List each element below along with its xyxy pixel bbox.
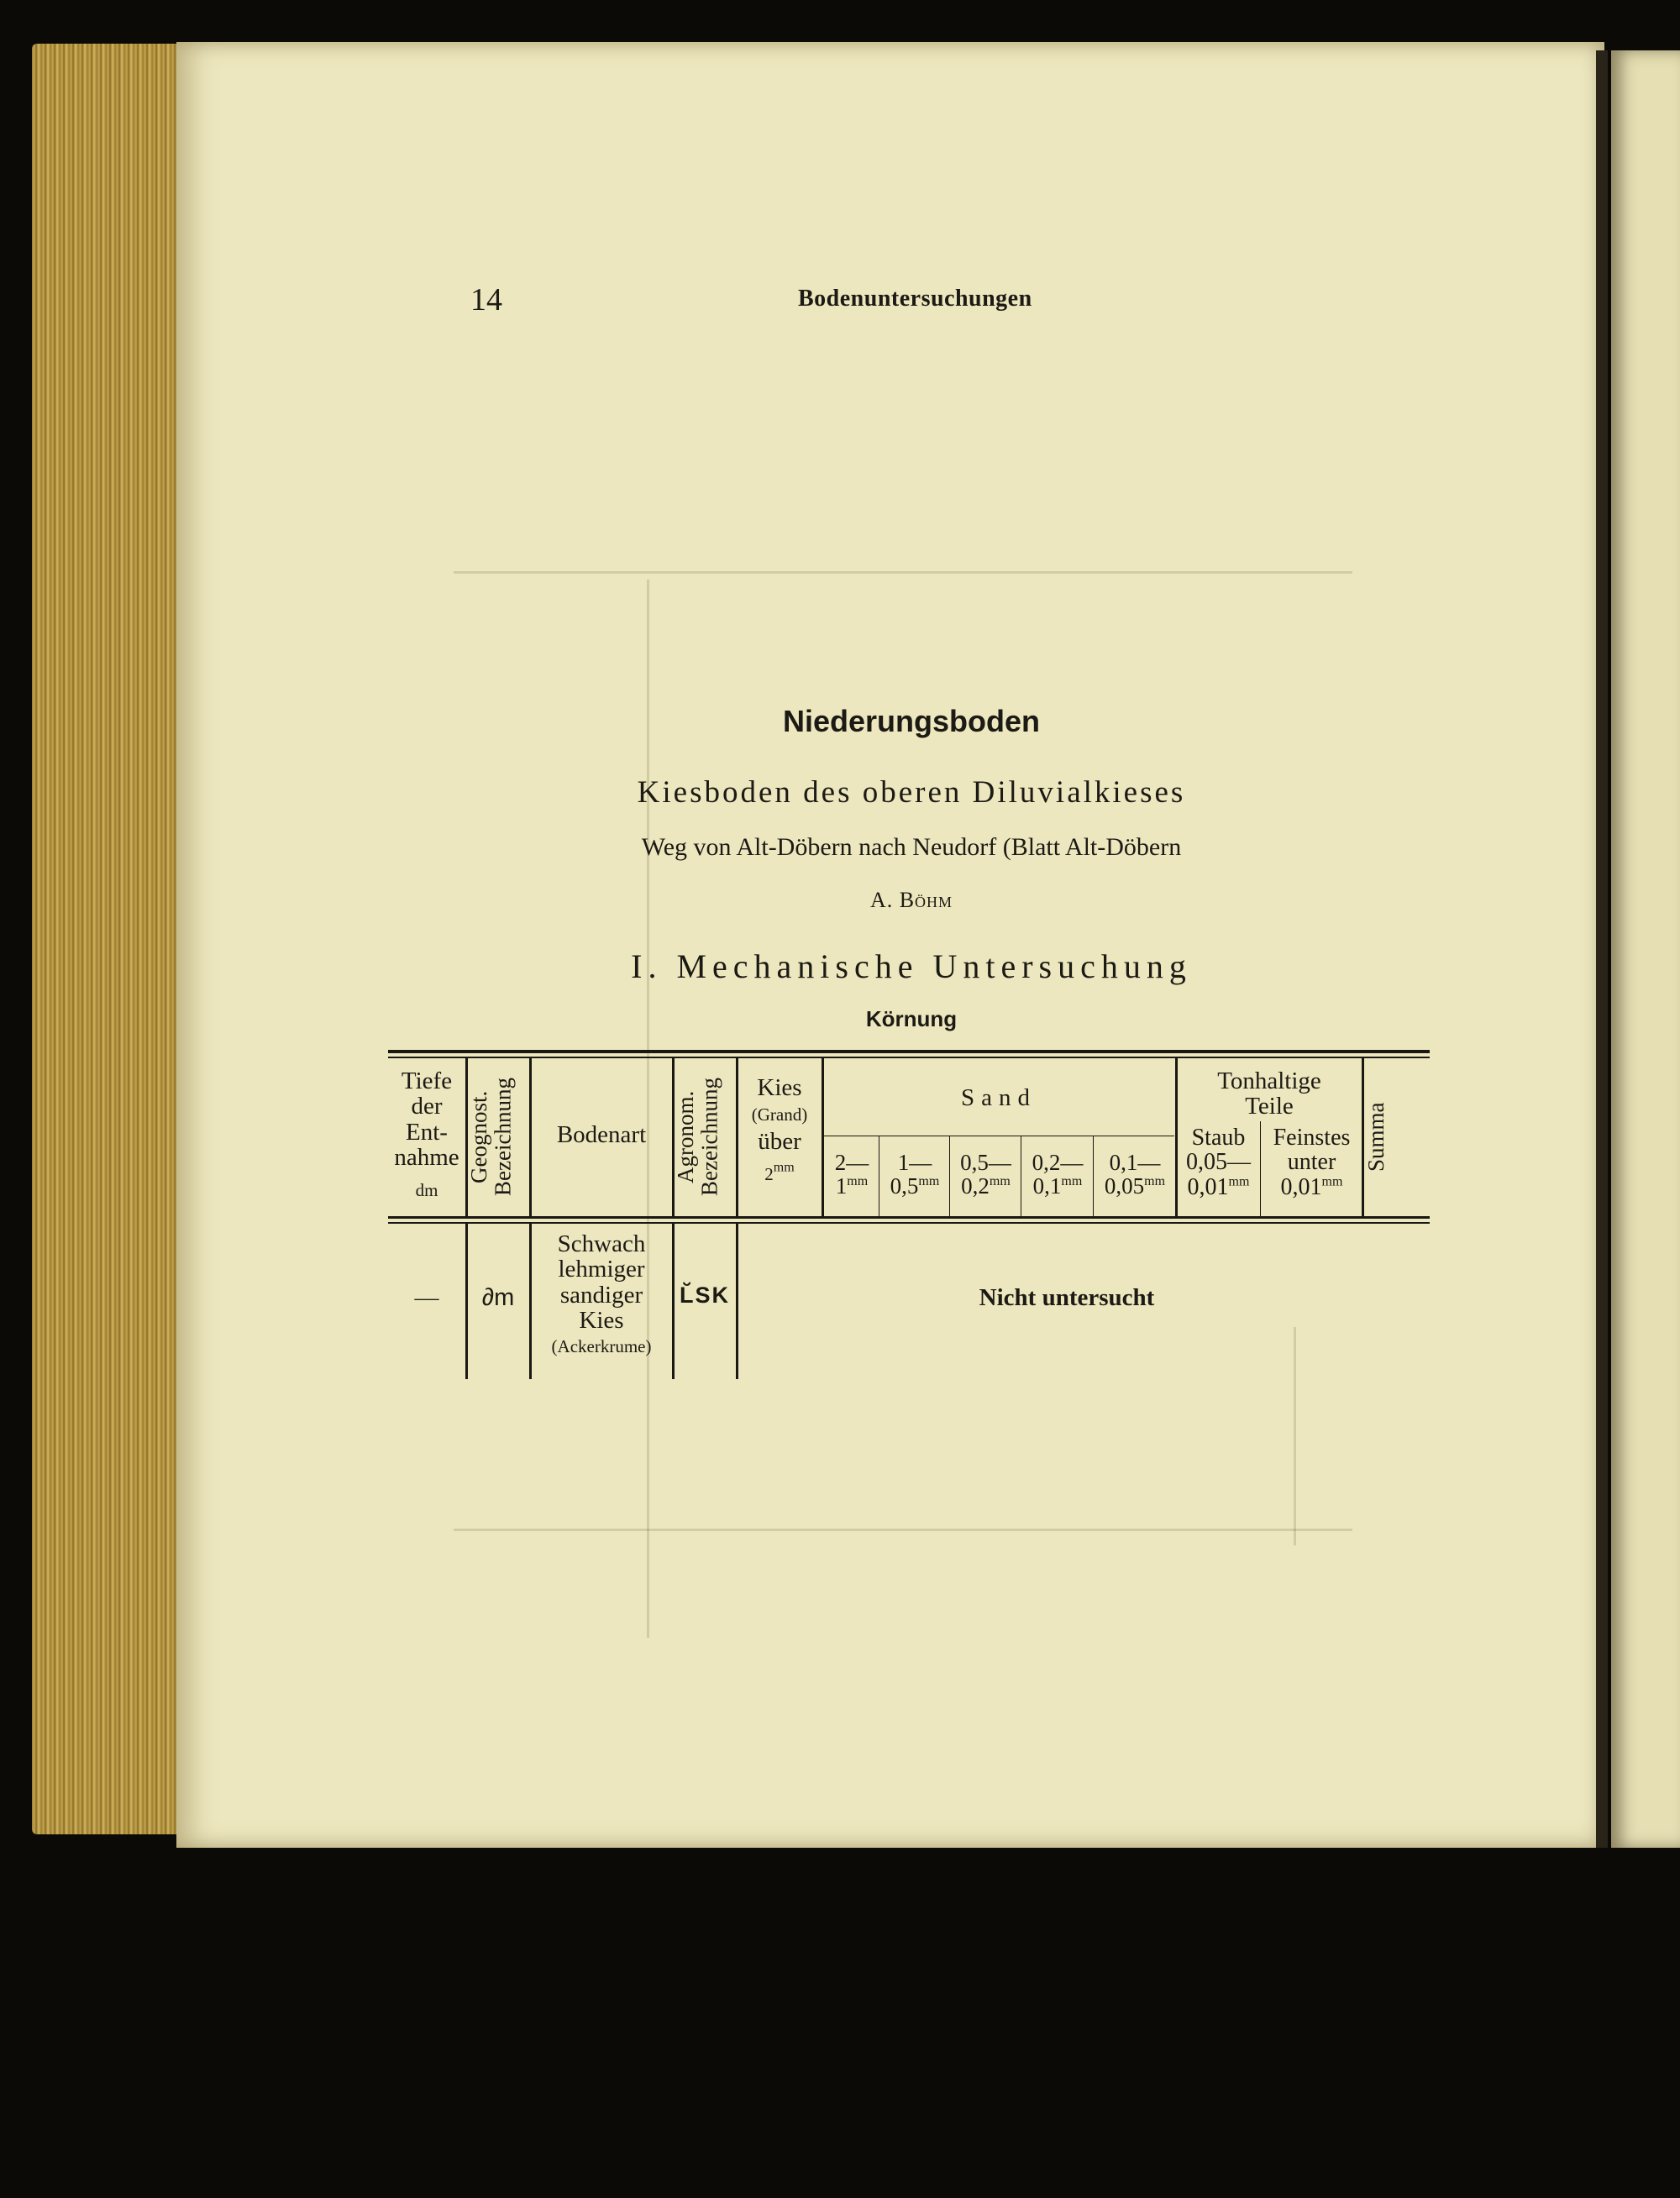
header-kies-line: Kies [757,1074,802,1101]
sand-col-bottom: 0,1 [1032,1173,1062,1199]
header-sand-col [880,1151,949,1199]
header-tonhaltige-line: Tonhaltige [1217,1068,1321,1094]
header-tiefe-line: Tiefe [401,1068,453,1094]
unit-mm: mm [773,1160,795,1175]
header-bottom-rule [388,1222,1430,1224]
header-sand: Sand [961,1084,1037,1111]
header-tiefe [388,1068,465,1199]
staub-bottom: 0,01 [1187,1173,1229,1200]
row-bodenart [531,1231,672,1356]
section-title: Niederungsboden [782,704,1041,738]
header-kies [738,1075,822,1185]
show-through-rule [454,1529,1352,1531]
staub-top: 0,05— [1186,1149,1251,1176]
bodenart-line: Kies [579,1307,624,1335]
sand-col-top: 0,1— [1109,1150,1161,1175]
sand-col-bottom: 0,2 [961,1173,990,1199]
header-tiefe-line: Ent- [406,1118,448,1146]
unit-mm: mm [1228,1174,1250,1189]
show-through-rule [1294,1327,1296,1545]
part-title: I. Mechanische Untersuchung [631,947,1192,985]
header-kies-line: (Grand) [751,1104,808,1125]
sand-col-bottom: 0,5 [890,1173,919,1199]
running-title: Bodenuntersuchungen [798,286,1032,312]
bodenart-line: Schwach [557,1230,646,1257]
header-summa: Summa [1363,1102,1389,1172]
row-agronom: L̆SK [680,1283,730,1308]
header-sand-col [951,1151,1021,1199]
header-bottom-rule [388,1216,1430,1219]
staub-label: Staub [1191,1125,1246,1151]
header-feinstes [1262,1125,1362,1199]
column-rule [736,1224,738,1379]
unit-mm: mm [918,1174,940,1189]
sand-col-top: 1— [897,1150,932,1175]
sample-location: Weg von Alt-Döbern nach Neudorf (Blatt Alt-Döbern [641,833,1182,861]
header-sand-col [1095,1151,1175,1199]
page-number: 14 [470,282,502,317]
bodenart-line: (Ackerkrume) [551,1335,652,1356]
unit-mm: mm [989,1174,1011,1189]
unit-mm: mm [847,1174,869,1189]
header-tonhaltige [1177,1068,1362,1120]
column-rule [949,1136,950,1217]
feinstes-top: unter [1287,1149,1336,1176]
book-page-edges [32,44,183,1834]
header-tiefe-unit: dm [415,1179,438,1200]
header-sand-col [1022,1151,1093,1199]
column-rule [1260,1121,1261,1217]
sand-col-bottom: 0,05 [1104,1173,1145,1199]
author: A. Böhm [869,888,953,912]
unit-mm: mm [1321,1174,1343,1189]
header-tiefe-line: nahme [394,1144,459,1172]
table-top-rule [388,1057,1430,1058]
header-geognost: Geognost. Bezeichnung [466,1078,516,1197]
sand-col-top: 0,2— [1032,1150,1084,1175]
header-tiefe-line: der [411,1093,443,1120]
feinstes-bottom: 0,01 [1280,1173,1322,1200]
header-bodenart: Bodenart [556,1121,647,1148]
soil-subtitle: Kiesboden des oberen Diluvialkieses [637,775,1186,810]
header-kies-line: über [758,1128,801,1156]
table-top-rule [388,1050,1430,1053]
unit-mm: mm [1144,1174,1166,1189]
feinstes-label: Feinstes [1273,1125,1351,1151]
row-tiefe: — [414,1284,439,1311]
sand-col-top: 2— [834,1150,869,1175]
show-through-rule [454,571,1352,574]
column-rule [822,1058,824,1218]
bodenart-line: lehmiger [558,1256,645,1283]
unit-mm: mm [1061,1174,1083,1189]
row-result: Nicht untersucht [979,1284,1155,1311]
header-kies-size: 2 [764,1163,774,1184]
sand-col-bottom: 1 [835,1173,848,1199]
table-caption: Körnung [865,1006,958,1031]
book-page [176,42,1604,1848]
header-agronom: Agronom. Bezeichnung [673,1078,722,1197]
bodenart-line: sandiger [559,1281,643,1309]
sand-col-top: 0,5— [960,1150,1011,1175]
header-tonhaltige-line: Teile [1245,1093,1294,1120]
row-geognost: ∂m [481,1284,515,1311]
header-sand-col [825,1151,879,1199]
column-rule [1093,1136,1094,1217]
header-staub [1177,1125,1260,1199]
